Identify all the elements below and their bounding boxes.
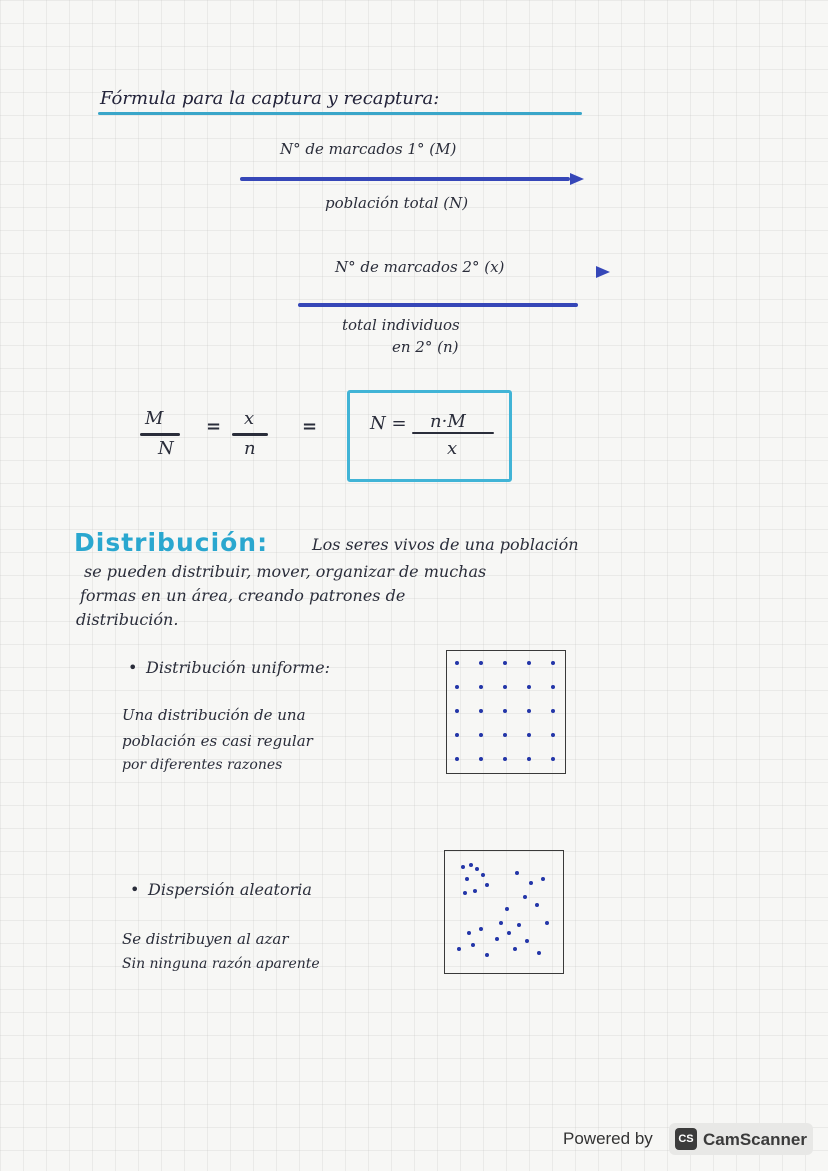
random-desc-2: Sin ninguna razón aparente xyxy=(122,956,320,972)
random-dot xyxy=(507,931,511,935)
section-line-4: distribución. xyxy=(76,610,179,629)
page-title: Fórmula para la captura y recaptura: xyxy=(100,88,440,109)
arrow-right-icon xyxy=(570,173,584,185)
eq-frac1-bar xyxy=(140,433,180,436)
uniform-dot xyxy=(503,733,507,737)
camscanner-logo-icon: CS xyxy=(675,1128,697,1150)
uniform-dot xyxy=(527,733,531,737)
uniform-dot xyxy=(479,661,483,665)
random-dot xyxy=(479,927,483,931)
uniform-dot xyxy=(455,661,459,665)
random-dot xyxy=(541,877,545,881)
formula2-numerator: N° de marcados 2° (x) xyxy=(335,258,505,276)
uniform-dot xyxy=(503,661,507,665)
uniform-dot xyxy=(527,757,531,761)
random-dot xyxy=(513,947,517,951)
boxed-fraction-bar xyxy=(412,432,494,434)
eq-frac2-numerator: x xyxy=(244,408,255,429)
random-desc-1: Se distribuyen al azar xyxy=(122,930,289,948)
random-dot xyxy=(499,921,503,925)
random-dot xyxy=(463,891,467,895)
random-dot xyxy=(471,943,475,947)
eq-frac2-denominator: n xyxy=(244,438,256,459)
eq-frac1-numerator: M xyxy=(145,408,164,429)
uniform-dot xyxy=(455,733,459,737)
camscanner-brand: CamScanner xyxy=(703,1130,807,1149)
arrow-right-icon xyxy=(596,266,610,278)
section-line-2: se pueden distribuir, mover, organizar de muchas xyxy=(84,562,487,581)
boxed-numerator: n·M xyxy=(430,411,466,432)
eq-frac1-denominator: N xyxy=(158,438,174,459)
uniform-dot xyxy=(455,685,459,689)
eq-equals-2: = xyxy=(302,416,318,437)
formula2-denominator-line1: total individuos xyxy=(342,316,460,334)
random-dot xyxy=(461,865,465,869)
section-line-3: formas en un área, creando patrones de xyxy=(80,586,406,605)
random-dot xyxy=(469,863,473,867)
random-dot xyxy=(457,947,461,951)
uniform-desc-2: población es casi regular xyxy=(122,732,313,750)
boxed-denominator: x xyxy=(447,438,458,459)
uniform-dot xyxy=(479,757,483,761)
random-dot xyxy=(485,883,489,887)
uniform-pattern-box xyxy=(446,650,566,774)
formula1-denominator: población total (N) xyxy=(325,194,469,212)
uniform-dot xyxy=(527,709,531,713)
random-dot xyxy=(525,939,529,943)
random-dot xyxy=(495,937,499,941)
random-dot xyxy=(473,889,477,893)
formula2-denominator-line2: en 2° (n) xyxy=(392,338,459,356)
random-dot xyxy=(535,903,539,907)
uniform-dot xyxy=(455,709,459,713)
uniform-dot xyxy=(479,709,483,713)
uniform-title: Distribución uniforme: xyxy=(146,658,330,677)
random-dot xyxy=(485,953,489,957)
random-title: Dispersión aleatoria xyxy=(148,880,312,899)
uniform-dot xyxy=(479,685,483,689)
uniform-dot xyxy=(551,685,555,689)
uniform-dot xyxy=(551,661,555,665)
uniform-dot xyxy=(551,709,555,713)
boxed-lhs: N = xyxy=(370,413,407,434)
formula2-fraction-bar xyxy=(298,303,578,307)
formula1-numerator: N° de marcados 1° (M) xyxy=(280,140,457,158)
uniform-dot xyxy=(503,709,507,713)
random-dot xyxy=(517,923,521,927)
section-heading: Distribución: xyxy=(74,528,269,557)
random-dot xyxy=(545,921,549,925)
boxed-result xyxy=(347,390,512,482)
formula1-fraction-bar xyxy=(240,177,570,181)
uniform-dot xyxy=(527,685,531,689)
random-dot xyxy=(481,873,485,877)
random-dot xyxy=(465,877,469,881)
uniform-dot xyxy=(479,733,483,737)
section-line-1: Los seres vivos de una población xyxy=(312,535,579,554)
random-dot xyxy=(537,951,541,955)
uniform-dot xyxy=(455,757,459,761)
random-dot xyxy=(523,895,527,899)
uniform-dot xyxy=(551,757,555,761)
random-dot xyxy=(505,907,509,911)
powered-by-text: Powered by xyxy=(563,1129,653,1148)
uniform-dot xyxy=(527,661,531,665)
uniform-dot xyxy=(551,733,555,737)
random-bullet: • xyxy=(130,880,140,899)
uniform-dot xyxy=(503,685,507,689)
title-underline xyxy=(98,112,582,115)
eq-equals-1: = xyxy=(206,416,222,437)
random-pattern-box xyxy=(444,850,564,974)
uniform-desc-1: Una distribución de una xyxy=(122,706,306,724)
uniform-bullet: • xyxy=(128,658,138,677)
random-dot xyxy=(529,881,533,885)
random-dot xyxy=(515,871,519,875)
random-dot xyxy=(467,931,471,935)
random-dot xyxy=(475,867,479,871)
uniform-desc-3: por diferentes razones xyxy=(122,757,283,773)
uniform-dot xyxy=(503,757,507,761)
eq-frac2-bar xyxy=(232,433,268,436)
